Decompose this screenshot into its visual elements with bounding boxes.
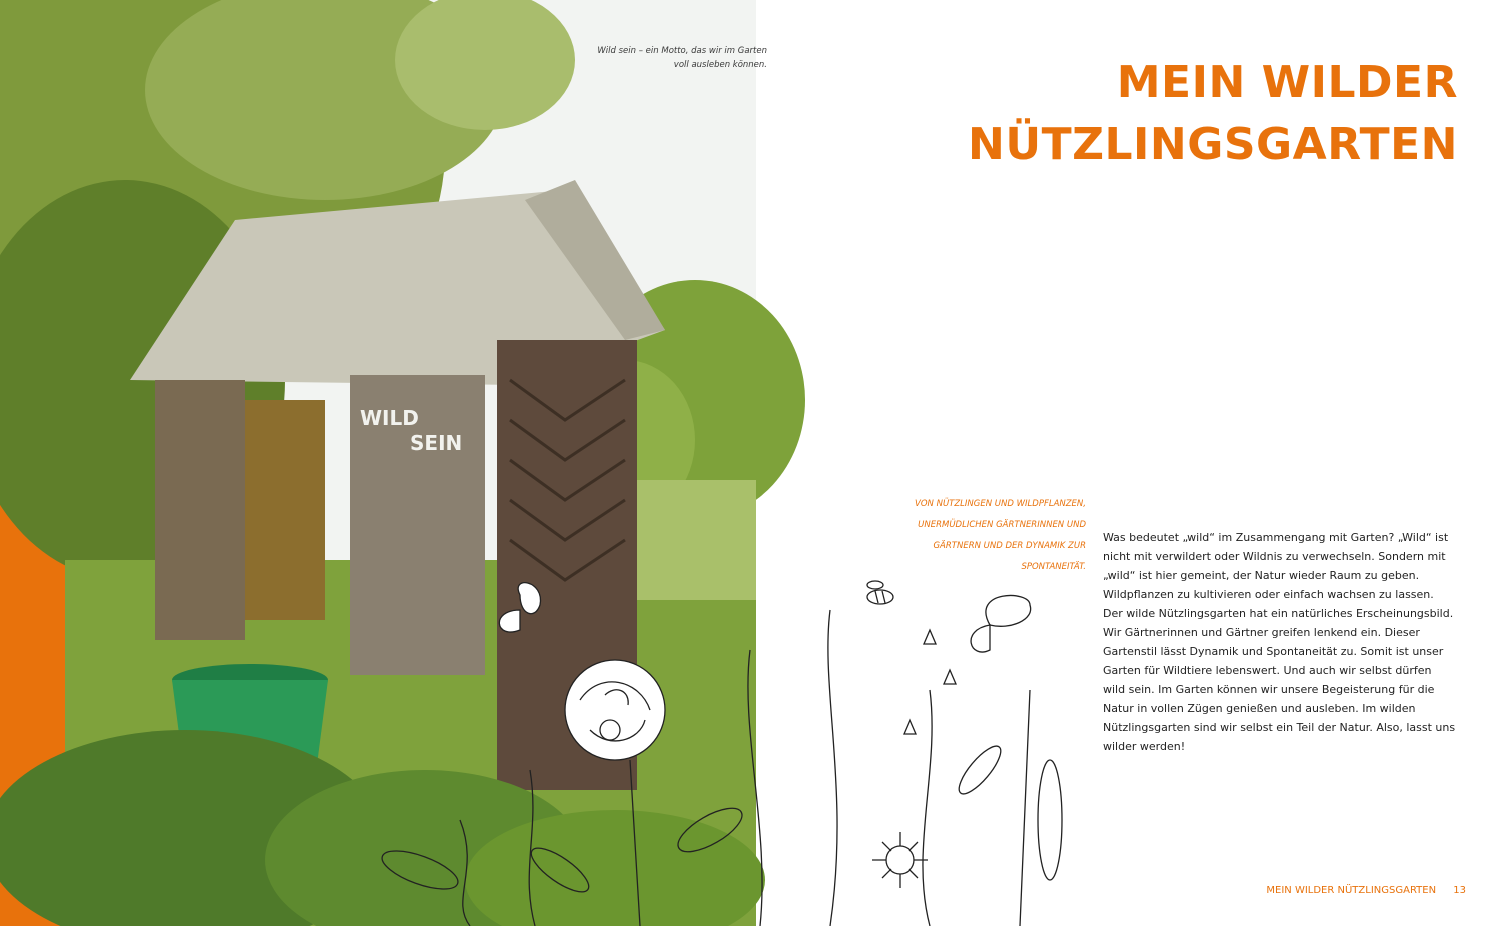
chapter-title-line1: MEIN WILDER	[1116, 57, 1458, 108]
intro-paragraph: Was bedeutet „wild“ im Zusammengang mit Garten? „Wild“ ist nicht mit verwildert oder Wildnis zu verwechseln. Sondern mit „wild“ ist hier gemeint, der Natur wieder Raum zu geben. Wildpflanzen zu kultivieren oder einfach wachsen zu lassen. Der wilde Nützlingsgarten hat ein natürliches Erscheinungsbild. Wir Gärtnerinnen und Gärtner greifen lenkend ein. Dieser Gartenstil lässt Dynamik und Spontaneität zu. Somit ist unser Garten für Wildtiere lebenswert. Und auch wir selbst dürfen wild sein. Im Garten können wir unsere Begeisterung für die Natur in vollen Zügen genießen und ausleben. Im wilden Nützlingsgarten sind wir selbst ein Teil der Natur. Also, lasst uns wilder werden!	[1103, 531, 1456, 753]
chapter-title	[968, 52, 1458, 176]
wildflower-illustration	[330, 570, 1090, 926]
svg-text:WILD: WILD	[360, 406, 419, 430]
chapter-subline: VON NÜTZLINGEN UND WILDPFLANZEN, UNERMÜDLICHEN GÄRTNERINNEN UND GÄRTNERN UND DER DYNAMIK ZUR SPONTANEITÄT.	[915, 499, 1086, 572]
svg-text:SEIN: SEIN	[410, 431, 463, 455]
page-footer	[1266, 885, 1466, 896]
page-number: 13	[1453, 885, 1466, 896]
chapter-title-line2: NÜTZLINGSGARTEN	[968, 119, 1458, 170]
running-title: MEIN WILDER NÜTZLINGSGARTEN	[1266, 885, 1437, 896]
butterfly-icon	[499, 583, 1030, 652]
bee-icon	[867, 581, 893, 604]
photo-caption: Wild sein – ein Motto, das wir im Garten voll ausleben können.	[597, 46, 767, 70]
